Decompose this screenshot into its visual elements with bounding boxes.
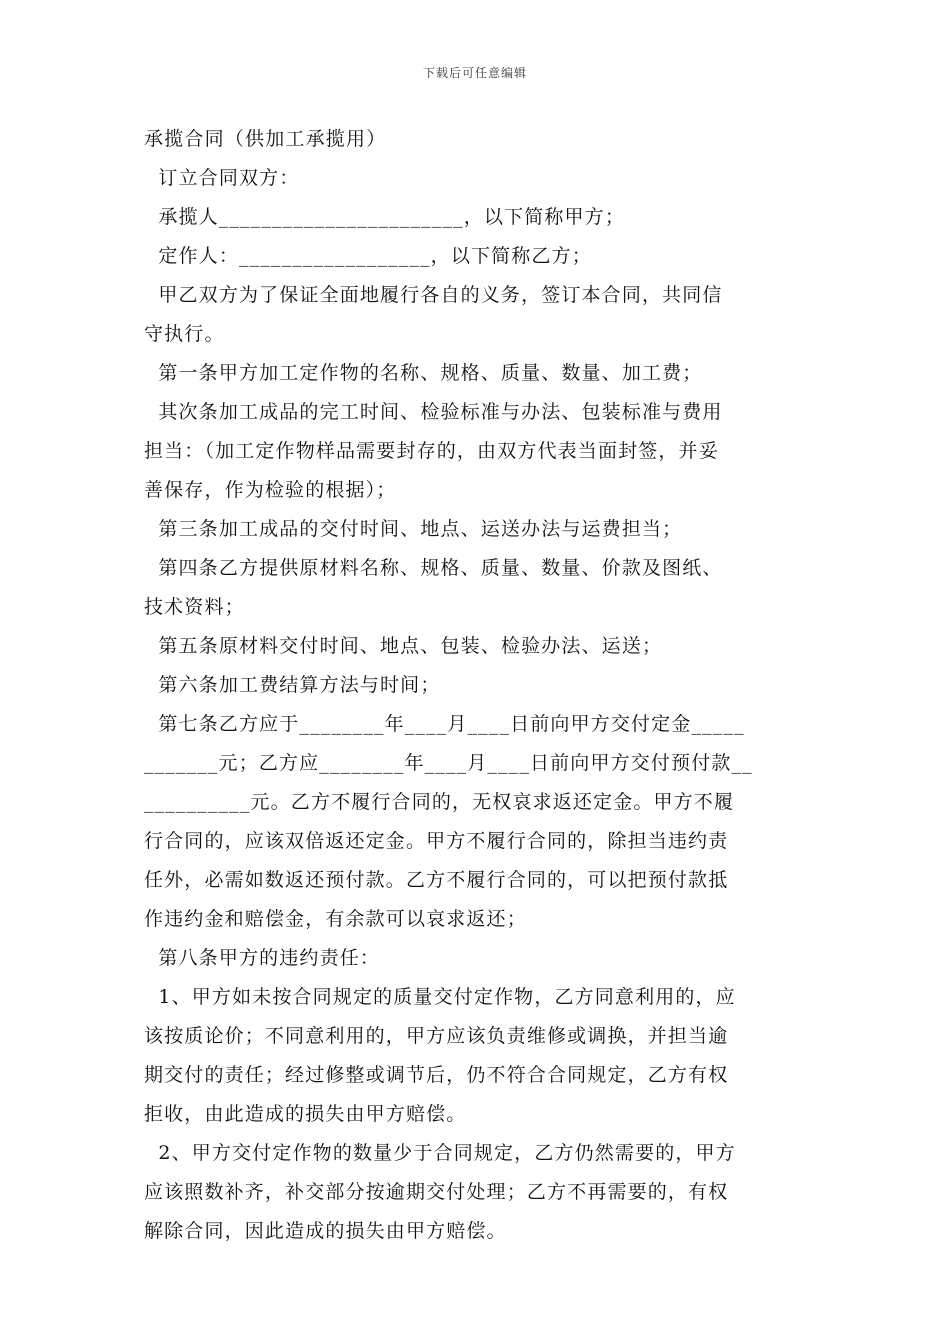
paragraph-line: 第六条加工费结算方法与时间；: [144, 674, 441, 696]
paragraph-line: 第三条加工成品的交付时间、地点、运送办法与运费担当；: [144, 518, 683, 540]
paragraph-line: 订立合同双方：: [144, 167, 300, 189]
contract-body: [144, 120, 808, 1251]
paragraph-line: 技术资料；: [144, 596, 245, 618]
paragraph-line: __________元。乙方不履行合同的，无权哀求返还定金。甲方不履: [144, 791, 735, 813]
paragraph-line: _______元；乙方应________年____月____日前向甲方交付预付款__: [144, 752, 753, 774]
paragraph-line: 善保存，作为检验的根据）；: [144, 479, 397, 501]
paragraph-line: 2、甲方交付定作物的数量少于合同规定，乙方仍然需要的，甲方: [144, 1142, 736, 1164]
paragraph-line: 其次条加工成品的完工时间、检验标准与办法、包装标准与费用: [144, 401, 723, 423]
paragraph-line: 承揽人_______________________，以下简称甲方；: [144, 206, 625, 228]
paragraph-line: 甲乙双方为了保证全面地履行各自的义务，签订本合同，共同信: [144, 284, 723, 306]
contract-title: 承揽合同（供加工承揽用）: [144, 128, 387, 150]
page-header-note: 下载后可任意编辑: [422, 66, 527, 80]
paragraph-line: 期交付的责任；经过修整或调节后，仍不符合合同规定，乙方有权: [144, 1064, 729, 1086]
paragraph-line: 第八条甲方的违约责任：: [144, 947, 381, 969]
paragraph-line: 行合同的，应该双倍返还定金。甲方不履行合同的，除担当违约责: [144, 830, 729, 852]
paragraph-line: 该按质论价；不同意利用的，甲方应该负责维修或调换，并担当逾: [144, 1025, 729, 1047]
paragraph-line: 担当：（加工定作物样品需要封存的，由双方代表当面封签，并妥: [144, 440, 719, 462]
paragraph-line: 定作人：__________________，以下简称乙方；: [144, 245, 592, 267]
paragraph-line: 作违约金和赔偿金，有余款可以哀求返还；: [144, 908, 527, 930]
paragraph-line: 第七条乙方应于________年____月____日前向甲方交付定金_____: [144, 713, 745, 735]
paragraph-line: 第四条乙方提供原材料名称、规格、质量、数量、价款及图纸、: [144, 557, 723, 579]
paragraph-line: 1、甲方如未按合同规定的质量交付定作物，乙方同意利用的，应: [144, 986, 736, 1008]
paragraph-line: 解除合同，因此造成的损失由甲方赔偿。: [144, 1220, 507, 1242]
paragraph-line: 应该照数补齐，补交部分按逾期交付处理；乙方不再需要的，有权: [144, 1181, 729, 1203]
paragraph-line: 守执行。: [144, 323, 225, 345]
paragraph-line: 任外，必需如数返还预付款。乙方不履行合同的，可以把预付款抵: [144, 869, 729, 891]
paragraph-line: 拒收，由此造成的损失由甲方赔偿。: [144, 1103, 467, 1125]
paragraph-line: 第五条原材料交付时间、地点、包装、检验办法、运送；: [144, 635, 663, 657]
paragraph-line: 第一条甲方加工定作物的名称、规格、质量、数量、加工费；: [144, 362, 703, 384]
